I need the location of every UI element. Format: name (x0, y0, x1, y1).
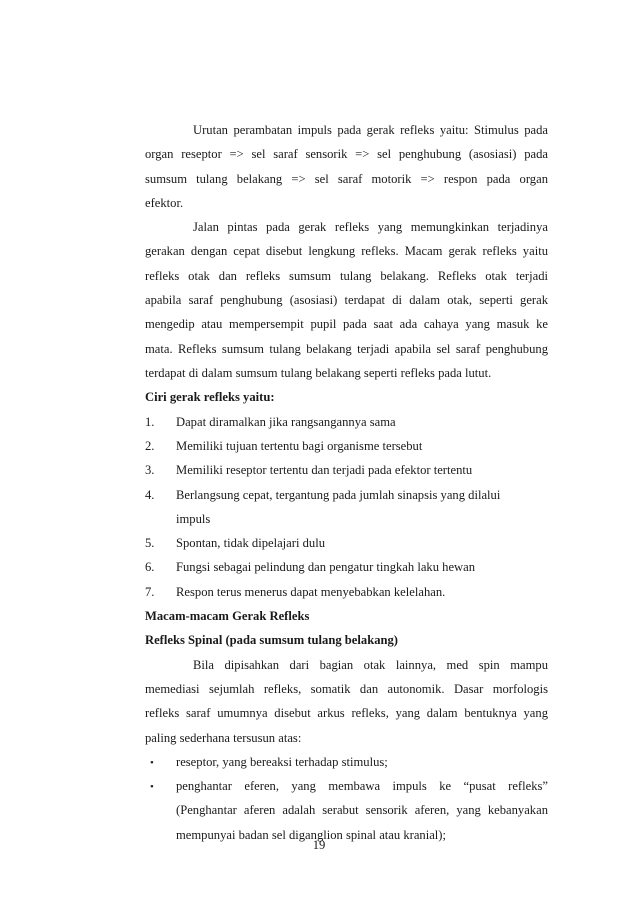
list-item-text: Respon terus menerus dapat menyebabkan kelelahan. (176, 585, 446, 599)
paragraph3-line: Bila dipisahkan dari bagian otak lainnya, med spin mampu (193, 658, 548, 672)
list-number: 1. (145, 415, 155, 429)
heading-ciri: Ciri gerak refleks yaitu: (145, 390, 275, 404)
list-item-continuation: impuls (176, 512, 211, 526)
bullet-item-text: mempunyai badan sel diganglion spinal atau kranial); (176, 828, 446, 842)
list-item-text: Spontan, tidak dipelajari dulu (176, 536, 325, 550)
paragraph2-line: gerakan dengan cepat disebut lengkung refleks. Macam gerak refleks yaitu (145, 244, 548, 258)
list-number: 3. (145, 463, 155, 477)
list-item-text: Memiliki tujuan tertentu bagi organisme tersebut (176, 439, 423, 453)
heading-spinal: Refleks Spinal (pada sumsum tulang belakang) (145, 633, 398, 647)
paragraph1-line: efektor. (145, 196, 184, 210)
bullet-icon: • (150, 757, 154, 769)
paragraph2-line: terdapat di dalam sumsum tulang belakang seperti refleks pada lutut. (145, 366, 492, 380)
paragraph2-line: Jalan pintas pada gerak refleks yang memungkinkan terjadinya (193, 220, 548, 234)
paragraph2-line: refleks otak dan refleks sumsum tulang belakang. Refleks otak terjadi (145, 269, 548, 283)
list-number: 2. (145, 439, 155, 453)
paragraph2-line: mengedip atau mempersempit pupil pada saat ada cahaya yang masuk ke (145, 317, 548, 331)
paragraph3-line: refleks saraf umumnya disebut arkus refleks, yang dalam bentuknya yang (145, 706, 548, 720)
bullet-item-text: (Penghantar aferen adalah serabut sensorik aferen, yang kebanyakan (176, 803, 548, 817)
bullet-icon: • (150, 781, 154, 793)
paragraph1-line: organ reseptor => sel saraf sensorik => sel penghubung (asosiasi) pada (145, 147, 548, 161)
list-item-text: Fungsi sebagai pelindung dan pengatur tingkah laku hewan (176, 560, 476, 574)
paragraph2-line: apabila saraf penghubung (asosiasi) terdapat di dalam otak, seperti gerak (145, 293, 548, 307)
paragraph3-line: memediasi sejumlah refleks, somatik dan autonomik. Dasar morfologis (145, 682, 548, 696)
list-number: 5. (145, 536, 155, 550)
bullet-item-text: reseptor, yang bereaksi terhadap stimulus; (176, 755, 388, 769)
paragraph1-line: sumsum tulang belakang => sel saraf motorik => respon pada organ (145, 172, 548, 186)
list-number: 6. (145, 560, 155, 574)
paragraph2-line: mata. Refleks sumsum tulang belakang terjadi apabila sel saraf penghubung (145, 342, 548, 356)
bullet-item-text: penghantar eferen, yang membawa impuls ke “pusat refleks” (176, 779, 548, 793)
paragraph3-line: paling sederhana tersusun atas: (145, 731, 302, 745)
list-number: 4. (145, 488, 155, 502)
list-item-text: Berlangsung cepat, tergantung pada jumlah sinapsis yang dilalui (176, 488, 501, 502)
list-item-text: Memiliki reseptor tertentu dan terjadi pada efektor tertentu (176, 463, 473, 477)
heading-macam: Macam-macam Gerak Refleks (145, 609, 310, 623)
paragraph1-line: Urutan perambatan impuls pada gerak refleks yaitu: Stimulus pada (193, 123, 548, 137)
page-number: 19 (312, 838, 326, 852)
list-item-text: Dapat diramalkan jika rangsangannya sama (176, 415, 396, 429)
list-number: 7. (145, 585, 155, 599)
